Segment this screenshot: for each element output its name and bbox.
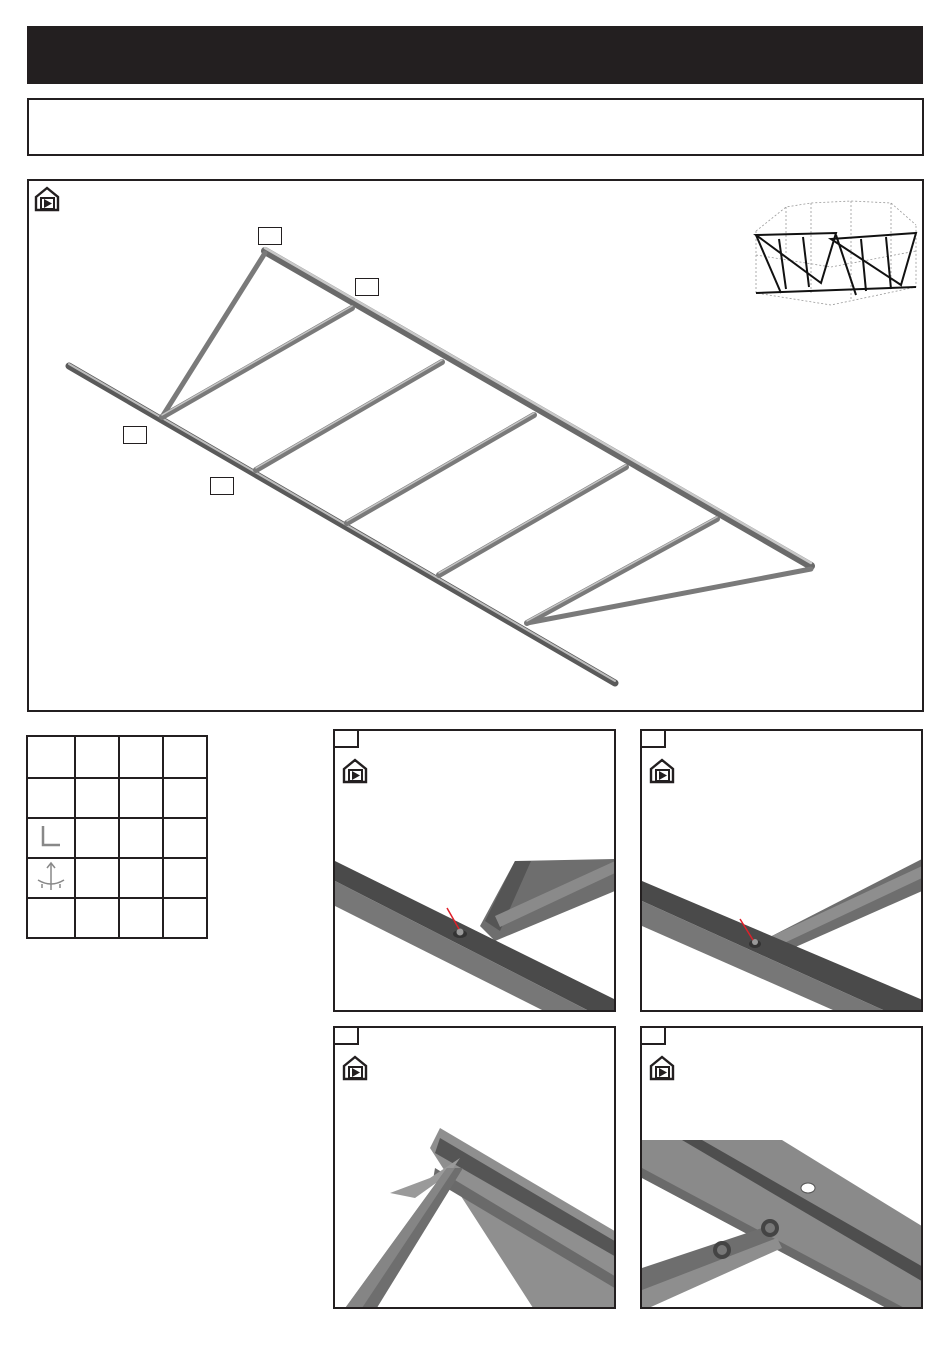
table-cell [27,778,75,818]
table-cell [75,818,119,858]
rail-end-drawing [335,1028,616,1309]
header-bar [27,26,923,84]
callout-a [258,227,282,245]
table-cell [27,858,75,898]
bolt-icon [34,860,68,892]
table-row [27,818,207,858]
table-cell [119,778,163,818]
table-cell [119,858,163,898]
corner-bracket-icon [38,823,64,849]
table-cell [119,818,163,858]
table-row [27,858,207,898]
table-row [27,898,207,938]
rail-cross-drawing [642,1028,923,1309]
table-cell [75,778,119,818]
callout-c [123,426,147,444]
detail-panel-1 [333,729,616,1012]
table-cell [163,818,207,858]
table-cell [27,818,75,858]
table-row [27,736,207,778]
table-cell [75,736,119,778]
table-cell [119,898,163,938]
table-cell [163,898,207,938]
rail-joint-drawing [335,731,616,1012]
table-cell [119,736,163,778]
roof-frame-drawing [29,181,922,710]
table-cell [163,858,207,898]
table-cell [163,736,207,778]
rail-joint-drawing [642,731,923,1012]
detail-panel-4 [640,1026,923,1309]
table-cell [75,898,119,938]
table-row [27,778,207,818]
callout-b [355,278,379,296]
table-cell [27,898,75,938]
table-cell [75,858,119,898]
table-cell [27,736,75,778]
parts-table [26,735,208,939]
table-cell [163,778,207,818]
detail-panel-2 [640,729,923,1012]
detail-panel-3 [333,1026,616,1309]
callout-d [210,477,234,495]
step-description-box [27,98,924,156]
main-assembly-panel [27,179,924,712]
